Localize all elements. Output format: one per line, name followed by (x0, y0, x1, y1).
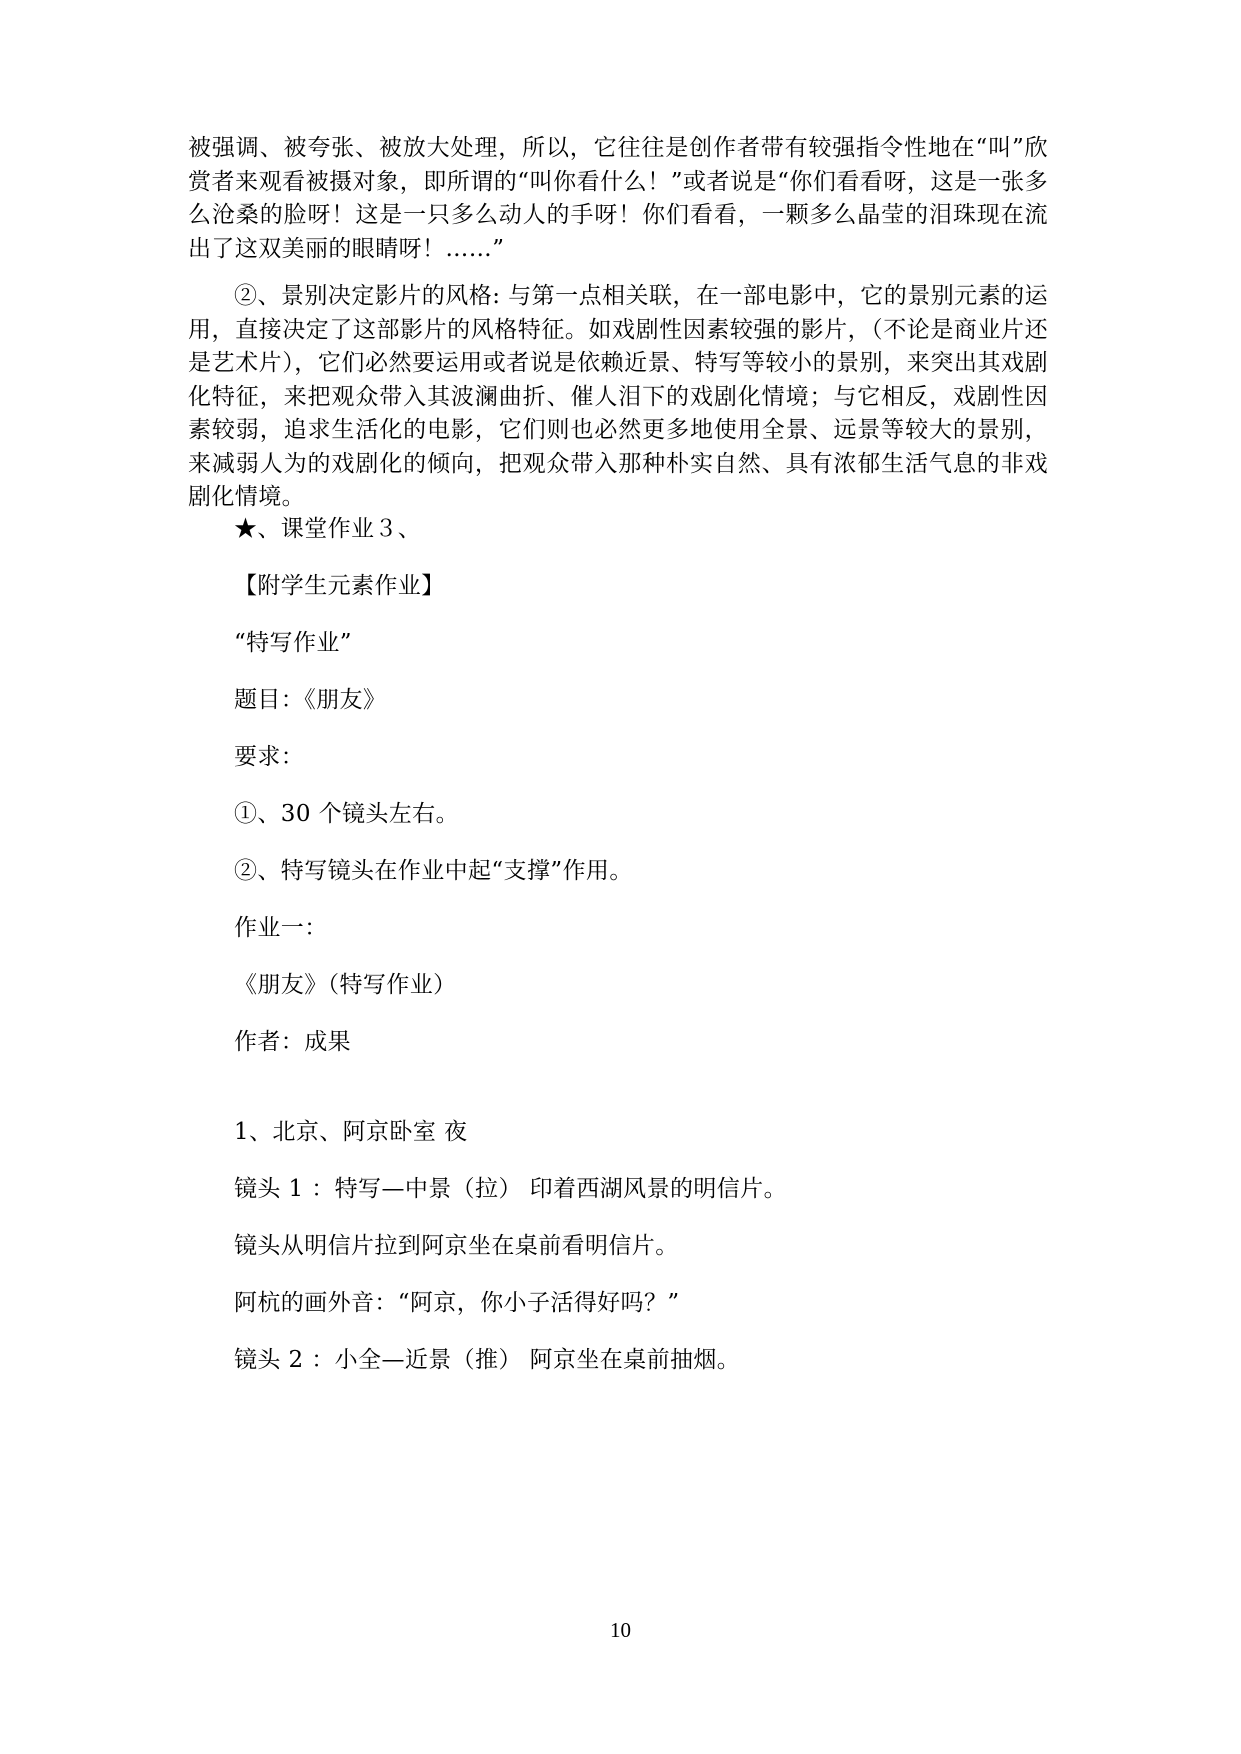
appendix-heading: 【附学生元素作业】 (234, 573, 445, 599)
assignment-heading: ★、课堂作业３、 (234, 516, 422, 542)
work-label: 作业一： (234, 915, 328, 941)
shot-line: 镜头 2 ：小全—近景（推） 阿京坐在桌前抽烟。 (234, 1347, 741, 1373)
paragraph-continued: 被强调、被夸张、被放大处理，所以，它往往是创作者带有较强指令性地在“叫”欣赏者来观看被摄对象，即所谓的“叫你看什么！”或者说是“你们看看呀，这是一张多么沧桑的脸呀！这是一只多么动人的手呀！你们看看，一颗多么晶莹的泪珠现在流出了这双美丽的眼睛呀！……” (188, 135, 1048, 262)
requirement-item: ①、30 个镜头左右。 (234, 801, 459, 827)
page-number: 10 (610, 1618, 631, 1642)
voice-over-line: 阿杭的画外音：“阿京，你小子活得好吗？” (234, 1290, 680, 1316)
work-author: 作者：成果 (234, 1029, 351, 1055)
shot-line: 镜头 1 ：特写—中景（拉） 印着西湖风景的明信片。 (234, 1176, 787, 1202)
shot-description: 镜头从明信片拉到阿京坐在桌前看明信片。 (234, 1233, 679, 1259)
paragraph-shot-scale-style: ②、景别决定影片的风格: 与第一点相关联，在一部电影中，它的景别元素的运用，直接决定了这部影片的风格特征。如戏剧性因素较强的影片，（不论是商业片还是艺术片），它们必然要运用或者说是依赖近景、特写等较小的景别，来突出其戏剧化特征，来把观众带入其波澜曲折、催人泪下的戏剧化情境；与它相反，戏剧性因素较弱，追求生活化的电影，它们则也必然更多地使用全景、远景等较大的景别，来减弱人为的戏剧化的倾向，把观众带入那种朴实自然、具有浓郁生活气息的非戏剧化情境。 (188, 283, 1048, 510)
work-title: 《朋友》（特写作业） (234, 972, 457, 998)
assignment-type: “特写作业” (234, 630, 352, 656)
assignment-title: 题目：《朋友》 (234, 687, 387, 713)
requirements-label: 要求： (234, 744, 305, 770)
requirement-item: ②、特写镜头在作业中起“支撑”作用。 (234, 858, 633, 884)
scene-heading: 1、北京、阿京卧室 夜 (234, 1119, 468, 1145)
